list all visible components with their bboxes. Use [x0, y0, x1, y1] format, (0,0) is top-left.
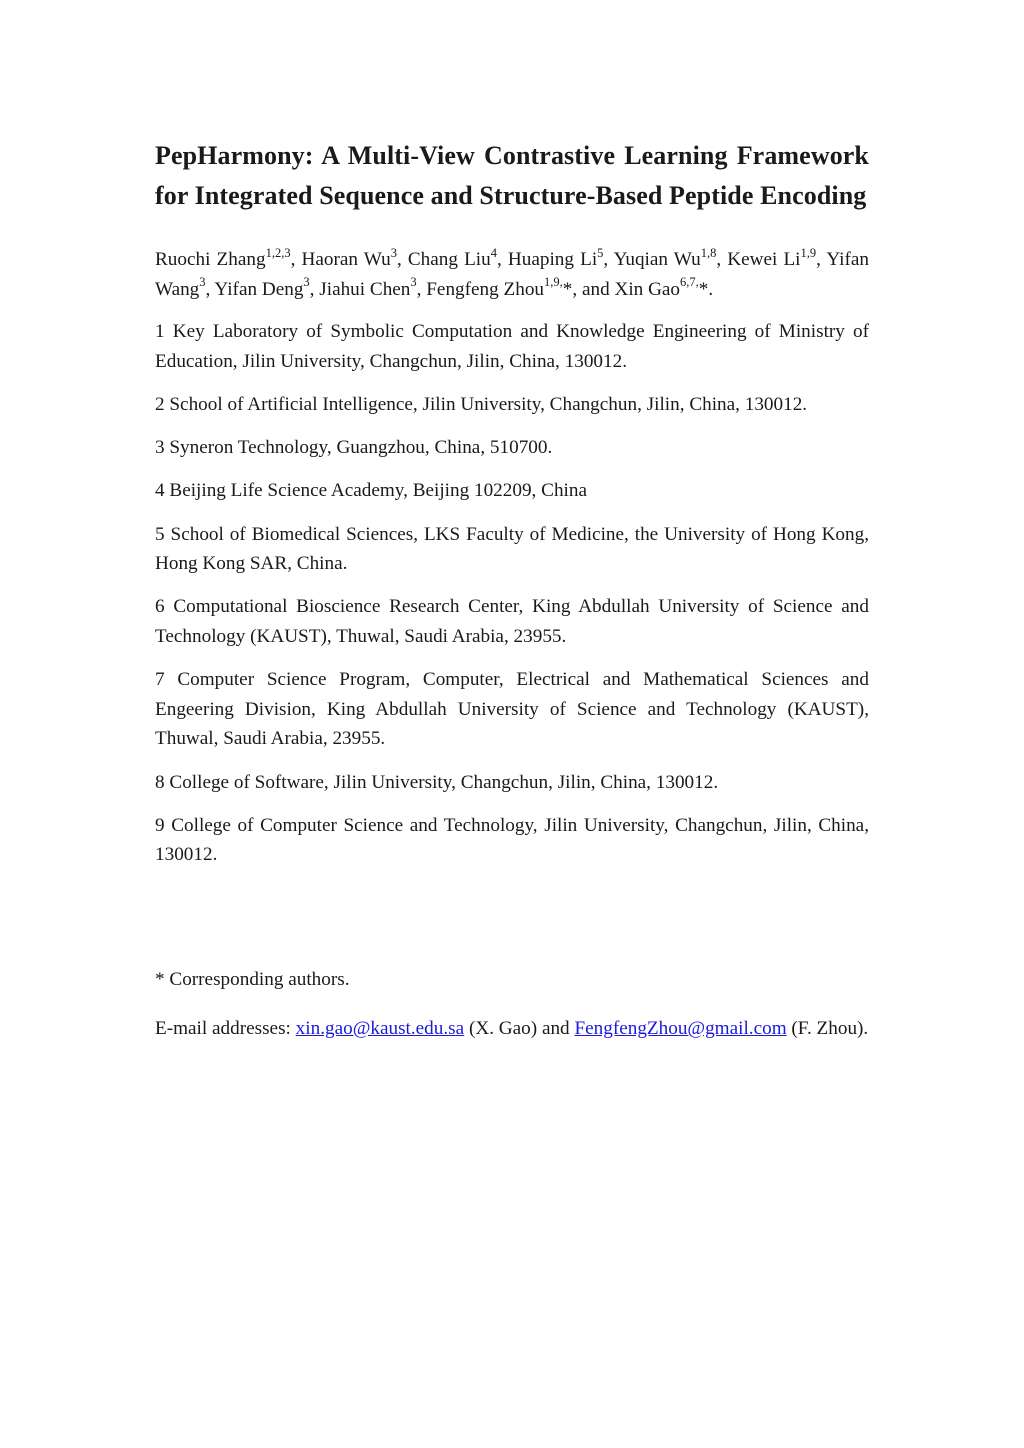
- corresponding-note: * Corresponding authors.: [155, 968, 350, 990]
- email-link-zhou[interactable]: FengfengZhou@gmail.com: [574, 1018, 787, 1040]
- author-affiliation-marker: 1,9,: [544, 275, 563, 290]
- affiliation: 7 Computer Science Program, Computer, Electrical and Mathematical Sciences and Engeering Division, King Abdullah University of Science and Technology (KAUST), Thuwal, Saudi Arabia, 23955.: [155, 669, 869, 750]
- author-separator: *, and: [562, 278, 615, 300]
- author-affiliation-marker: 3: [303, 275, 310, 290]
- author-name: Yuqian Wu: [613, 249, 701, 270]
- email-addresses: [155, 1014, 869, 1044]
- author-name: Yifan Deng: [214, 278, 304, 300]
- author-name: Ruochi Zhang: [155, 249, 266, 270]
- author-separator: ,: [603, 249, 614, 270]
- email-prefix: E-mail addresses:: [155, 1018, 296, 1040]
- affiliation: 8 College of Software, Jilin University, Changchun, Jilin, China, 130012.: [155, 771, 719, 793]
- paper-page: [155, 136, 869, 1044]
- author-separator: ,: [816, 249, 827, 270]
- author-separator: ,: [716, 249, 728, 270]
- author-separator: ,: [416, 278, 427, 300]
- affiliation: 4 Beijing Life Science Academy, Beijing 102209, China: [155, 480, 587, 502]
- affiliation: 6 Computational Bioscience Research Center, King Abdullah University of Science and Technology (KAUST), Thuwal, Saudi Arabia, 23955.: [155, 596, 869, 647]
- author-separator: ,: [205, 278, 215, 300]
- author-separator: ,: [496, 249, 508, 270]
- author-separator: ,: [309, 278, 320, 300]
- affiliation: 2 School of Artificial Intelligence, Jilin University, Changchun, Jilin, China, 130012.: [155, 393, 808, 415]
- affiliation: 1 Key Laboratory of Symbolic Computation and Knowledge Engineering of Ministry of Education, Jilin University, Changchun, Jilin, China, 130012.: [155, 321, 869, 372]
- author-name: Haoran Wu: [301, 249, 391, 270]
- author-separator: ,: [396, 249, 408, 270]
- author-affiliation-marker: 1,8: [700, 245, 717, 260]
- author-affiliation-marker: 1,2,3: [265, 245, 291, 260]
- affiliation: 9 College of Computer Science and Technology, Jilin University, Changchun, Jilin, China, 130012.: [155, 814, 869, 866]
- email-link-gao[interactable]: xin.gao@kaust.edu.sa: [295, 1018, 465, 1040]
- author-name: Jiahui Chen: [319, 278, 411, 300]
- author-affiliation-marker: 5: [597, 245, 604, 260]
- author-name: Kewei Li: [727, 249, 801, 270]
- email-mid: (X. Gao) and: [464, 1018, 575, 1040]
- author-separator: ,: [290, 249, 302, 270]
- author-affiliation-marker: 1,9: [800, 245, 817, 260]
- author-name: Xin Gao: [614, 278, 681, 300]
- author-affiliation-marker: 3: [390, 245, 397, 260]
- author-name: Chang Liu: [407, 249, 491, 270]
- author-affiliation-marker: 6,7,: [680, 275, 699, 290]
- author-name: Huaping Li: [507, 249, 598, 270]
- author-affiliation-marker: 3: [410, 275, 417, 290]
- affiliation-list: [155, 317, 869, 870]
- author-list: [155, 245, 869, 304]
- affiliation: 5 School of Biomedical Sciences, LKS Faculty of Medicine, the University of Hong Kong, Hong Kong SAR, China.: [155, 523, 869, 575]
- email-suffix: (F. Zhou).: [786, 1018, 869, 1040]
- author-affiliation-marker: 3: [199, 275, 206, 290]
- author-name: Fengfeng Zhou: [426, 278, 545, 300]
- author-separator: *.: [698, 278, 714, 300]
- author-name: Yifan Wang: [155, 249, 870, 300]
- paper-title: PepHarmony: A Multi-View Contrastive Learning Framework for Integrated Sequence and Structure-Based Peptide Encoding: [155, 141, 869, 210]
- affiliation: 3 Syneron Technology, Guangzhou, China, 510700.: [155, 437, 553, 459]
- author-affiliation-marker: 4: [490, 245, 497, 260]
